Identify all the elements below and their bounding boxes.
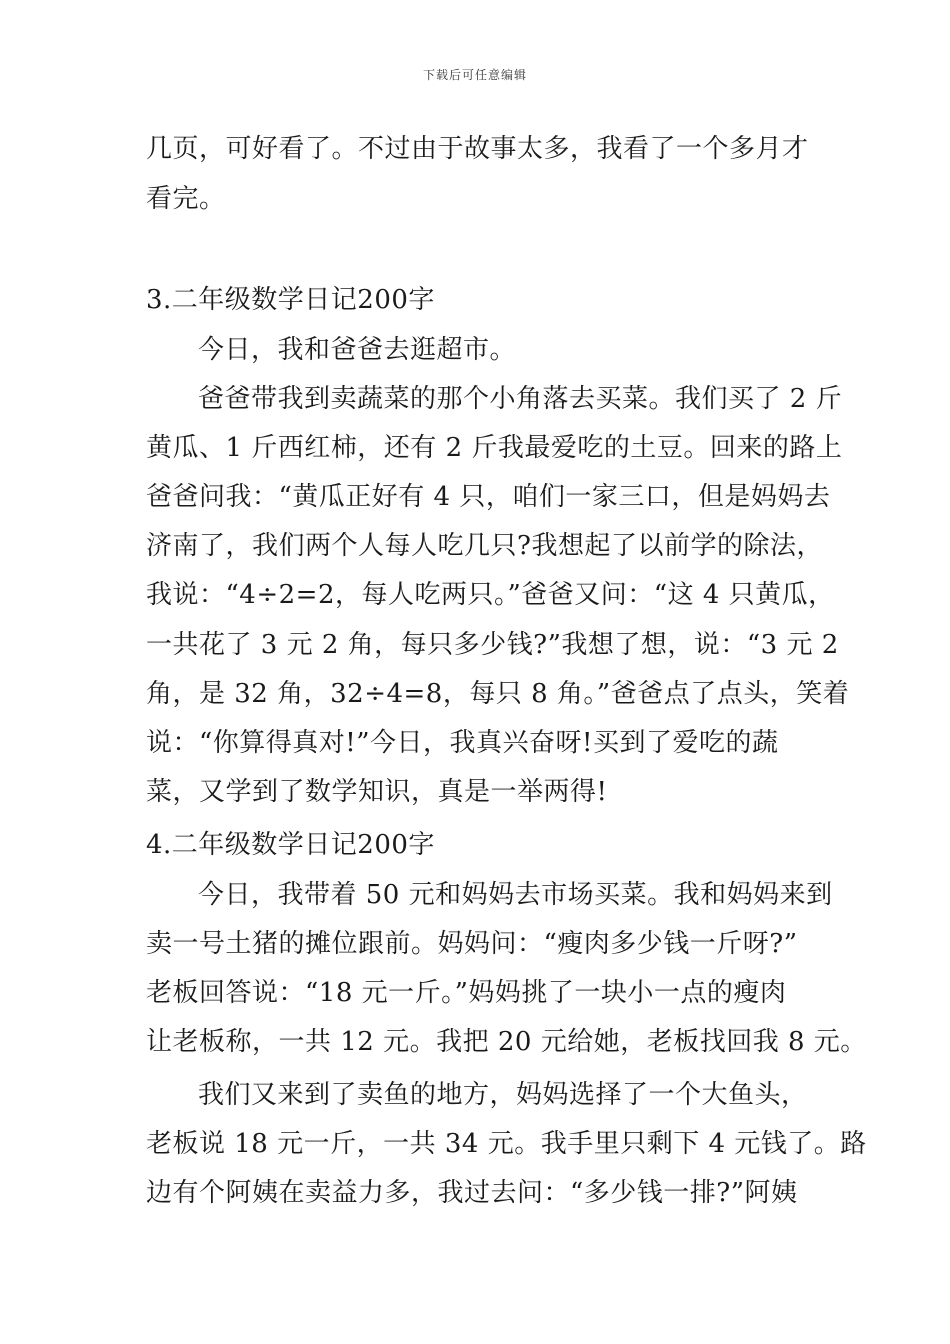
text-line: 让老板称，一共 12 元。我把 20 元给她，老板找回我 8 元。 bbox=[146, 1027, 867, 1057]
text-line: 说：“你算得真对!”今日，我真兴奋呀!买到了爱吃的蔬 bbox=[146, 728, 779, 758]
text-line: 黄瓜、1 斤西红柿，还有 2 斤我最爱吃的土豆。回来的路上 bbox=[146, 433, 843, 463]
text-line: 菜，又学到了数学知识，真是一举两得! bbox=[146, 777, 608, 807]
text-line: 一共花了 3 元 2 角，每只多少钱?”我想了想，说：“3 元 2 bbox=[146, 630, 839, 660]
text-line: 角，是 32 角，32÷4=8，每只 8 角。”爸爸点了点头，笑着 bbox=[146, 679, 850, 709]
text-line: 卖一号土猪的摊位跟前。妈妈问：“瘦肉多少钱一斤呀?” bbox=[146, 929, 798, 959]
text-line: 老板回答说：“18 元一斤。”妈妈挑了一块小一点的瘦肉 bbox=[146, 978, 787, 1008]
text-line: 济南了，我们两个人每人吃几只?我想起了以前学的除法， bbox=[146, 531, 823, 561]
paragraph-start: 爸爸带我到卖蔬菜的那个小角落去买菜。我们买了 2 斤 bbox=[198, 384, 843, 414]
text-line: 我说：“4÷2=2，每人吃两只。”爸爸又问：“这 4 只黄瓜， bbox=[146, 580, 835, 610]
text-line: 边有个阿姨在卖益力多，我过去问：“多少钱一排?”阿姨 bbox=[146, 1178, 798, 1208]
text-line: 看完。 bbox=[146, 184, 226, 214]
section-heading: 3.二年级数学日记200字 bbox=[146, 285, 435, 315]
text-line: 爸爸问我：“黄瓜正好有 4 只，咱们一家三口，但是妈妈去 bbox=[146, 482, 831, 512]
paragraph-start: 今日，我带着 50 元和妈妈去市场买菜。我和妈妈来到 bbox=[198, 880, 833, 910]
text-line: 老板说 18 元一斤，一共 34 元。我手里只剩下 4 元钱了。路 bbox=[146, 1129, 867, 1159]
section-heading: 4.二年级数学日记200字 bbox=[146, 830, 435, 860]
paragraph-start: 今日，我和爸爸去逛超市。 bbox=[198, 335, 517, 365]
text-line: 几页，可好看了。不过由于故事太多，我看了一个多月才 bbox=[146, 134, 809, 164]
page-header: 下载后可任意编辑 bbox=[422, 68, 527, 82]
paragraph-start: 我们又来到了卖鱼的地方，妈妈选择了一个大鱼头， bbox=[198, 1080, 808, 1110]
